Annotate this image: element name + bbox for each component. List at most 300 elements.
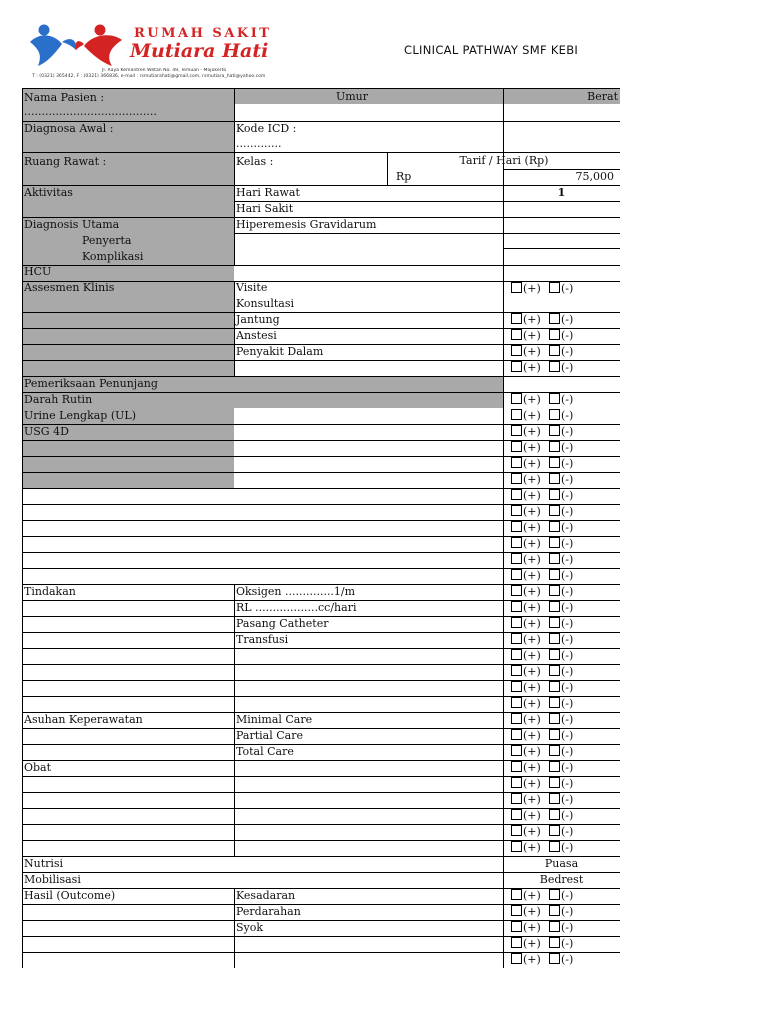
checkbox-positive-label: (+)	[523, 905, 541, 918]
checkbox-box-icon	[511, 601, 522, 612]
checkbox-positive[interactable]	[511, 632, 541, 647]
checkbox-box-icon	[549, 329, 560, 340]
aktivitas-label: Aktivitas	[24, 186, 73, 199]
checkbox-box-icon	[549, 825, 560, 836]
checkbox-positive[interactable]	[511, 792, 541, 807]
checkbox-pair	[511, 360, 583, 376]
checkbox-box-icon	[511, 473, 522, 484]
checkbox-box-icon	[549, 905, 560, 916]
checkbox-pair	[511, 648, 583, 664]
checkbox-negative[interactable]	[549, 600, 573, 615]
checkbox-negative[interactable]	[549, 360, 573, 375]
checkbox-box-icon	[511, 649, 522, 660]
perdarahan-label: Perdarahan	[236, 905, 301, 918]
checkbox-positive-label: (+)	[523, 793, 541, 806]
checkbox-negative-label: (-)	[561, 713, 574, 726]
checkbox-negative-label: (-)	[561, 329, 574, 342]
ruang-rawat-label: Ruang Rawat :	[24, 155, 107, 168]
checkbox-negative-label: (-)	[561, 633, 574, 646]
hasil-outcome-label: Hasil (Outcome)	[24, 889, 116, 902]
berat-label: Berat	[587, 90, 618, 103]
checkbox-box-icon	[511, 361, 522, 372]
penyakit-dalam-label: Penyakit Dalam	[236, 345, 324, 358]
checkbox-pair	[511, 776, 583, 792]
checkbox-positive[interactable]	[511, 920, 541, 935]
checkbox-negative[interactable]	[549, 648, 573, 663]
nutrisi-label: Nutrisi	[24, 857, 64, 870]
minimal-care-label: Minimal Care	[236, 713, 313, 726]
checkbox-positive-label: (+)	[523, 729, 541, 742]
oksigen-label: Oksigen ..............1/m	[236, 585, 356, 598]
checkbox-positive[interactable]	[511, 504, 541, 519]
checkbox-pair	[511, 696, 583, 712]
checkbox-box-icon	[549, 457, 560, 468]
checkbox-positive-label: (+)	[523, 617, 541, 630]
checkbox-pair	[511, 792, 583, 808]
checkbox-pair	[511, 456, 583, 472]
checkbox-positive-label: (+)	[523, 953, 541, 966]
checkbox-box-icon	[549, 282, 560, 293]
logo-line2: Mutiara Hati	[130, 40, 269, 62]
checkbox-box-icon	[549, 425, 560, 436]
checkbox-negative-label: (-)	[561, 425, 574, 438]
kode-icd-field: .............	[236, 137, 282, 150]
checkbox-box-icon	[549, 697, 560, 708]
assesmen-klinis-label: Assesmen Klinis	[24, 281, 115, 294]
checkbox-negative-label: (-)	[561, 457, 574, 470]
checkbox-box-icon	[549, 601, 560, 612]
checkbox-positive[interactable]	[511, 568, 541, 583]
checkbox-box-icon	[511, 793, 522, 804]
checkbox-box-icon	[511, 889, 522, 900]
checkbox-positive-label: (+)	[523, 425, 541, 438]
checkbox-negative-label: (-)	[561, 441, 574, 454]
syok-label: Syok	[236, 921, 264, 934]
kode-icd-label: Kode ICD :	[236, 122, 297, 135]
checkbox-box-icon	[511, 729, 522, 740]
checkbox-negative[interactable]	[549, 632, 573, 647]
checkbox-positive[interactable]	[511, 536, 541, 551]
checkbox-negative[interactable]	[549, 824, 573, 839]
checkbox-box-icon	[549, 409, 560, 420]
checkbox-negative-label: (-)	[561, 601, 574, 614]
checkbox-negative[interactable]	[549, 392, 573, 407]
checkbox-positive-label: (+)	[523, 921, 541, 934]
checkbox-pair	[511, 504, 583, 520]
checkbox-box-icon	[549, 569, 560, 580]
checkbox-negative[interactable]	[549, 472, 573, 487]
checkbox-negative[interactable]	[549, 440, 573, 455]
checkbox-negative-label: (-)	[561, 729, 574, 742]
checkbox-positive[interactable]	[511, 728, 541, 743]
checkbox-negative-label: (-)	[561, 489, 574, 502]
hline-right-1	[503, 201, 620, 202]
checkbox-pair	[511, 536, 583, 552]
checkbox-box-icon	[511, 329, 522, 340]
checkbox-box-icon	[549, 345, 560, 356]
hcu-label: HCU	[24, 265, 52, 278]
checkbox-negative[interactable]	[549, 840, 573, 855]
checkbox-positive[interactable]	[511, 664, 541, 679]
checkbox-positive[interactable]	[511, 360, 541, 375]
checkbox-negative-label: (-)	[561, 697, 574, 710]
checkbox-positive-label: (+)	[523, 745, 541, 758]
checkbox-box-icon	[549, 617, 560, 628]
checkbox-box-icon	[511, 489, 522, 500]
checkbox-box-icon	[511, 697, 522, 708]
checkbox-pair	[511, 808, 583, 824]
checkbox-pair	[511, 616, 583, 632]
checkbox-pair	[511, 744, 583, 760]
hline-full-0	[22, 88, 620, 89]
checkbox-positive-label: (+)	[523, 601, 541, 614]
checkbox-negative[interactable]	[549, 920, 573, 935]
checkbox-positive[interactable]	[511, 808, 541, 823]
checkbox-negative-label: (-)	[561, 361, 574, 374]
checkbox-box-icon	[549, 761, 560, 772]
checkbox-negative[interactable]	[549, 728, 573, 743]
page-header	[0, 0, 768, 86]
vline-col-a-top	[234, 88, 235, 265]
nama-pasien-label: Nama Pasien :	[24, 91, 105, 104]
checkbox-box-icon	[549, 521, 560, 532]
checkbox-positive[interactable]	[511, 392, 541, 407]
checkbox-positive[interactable]	[511, 440, 541, 455]
checkbox-negative[interactable]	[549, 456, 573, 471]
checkbox-pair	[511, 328, 583, 344]
checkbox-negative[interactable]	[549, 312, 573, 327]
checkbox-negative-label: (-)	[561, 585, 574, 598]
checkbox-box-icon	[511, 313, 522, 324]
hline-right-3	[503, 233, 620, 234]
checkbox-positive[interactable]	[511, 776, 541, 791]
checkbox-box-icon	[511, 905, 522, 916]
checkbox-positive-label: (+)	[523, 809, 541, 822]
pemeriksaan-penunjang-heading: Pemeriksaan Penunjang	[24, 377, 158, 390]
checkbox-negative[interactable]	[549, 344, 573, 359]
checkbox-pair	[511, 312, 583, 328]
checkbox-positive-label: (+)	[523, 409, 541, 422]
checkbox-positive[interactable]	[511, 520, 541, 535]
checkbox-box-icon	[549, 841, 560, 852]
document-title: CLINICAL PATHWAY SMF KEBI	[404, 43, 579, 57]
checkbox-box-icon	[549, 473, 560, 484]
checkbox-negative-label: (-)	[561, 569, 574, 582]
checkbox-positive[interactable]	[511, 936, 541, 951]
checkbox-pair	[511, 552, 583, 568]
checkbox-box-icon	[511, 745, 522, 756]
checkbox-negative[interactable]	[549, 712, 573, 727]
checkbox-box-icon	[549, 441, 560, 452]
checkbox-positive-label: (+)	[523, 825, 541, 838]
checkbox-negative-label: (-)	[561, 665, 574, 678]
checkbox-positive-label: (+)	[523, 633, 541, 646]
checkbox-negative[interactable]	[549, 488, 573, 503]
urine-lengkap-label: Urine Lengkap (UL)	[24, 409, 136, 422]
checkbox-positive[interactable]	[511, 424, 541, 439]
checkbox-positive-label: (+)	[523, 521, 541, 534]
checkbox-negative[interactable]	[549, 552, 573, 567]
logo-address-line2: T : (0321) 365442, F : (0321) 366836, e-mail : rsmutiarahati@gmail.com, rsmutiara_hati@yahoo.com	[32, 73, 266, 79]
hari-sakit-label: Hari Sakit	[236, 202, 294, 215]
checkbox-positive-label: (+)	[523, 649, 541, 662]
checkbox-pair	[511, 568, 583, 584]
checkbox-positive[interactable]	[511, 952, 541, 967]
checkbox-box-icon	[511, 617, 522, 628]
checkbox-positive-label: (+)	[523, 329, 541, 342]
checkbox-negative-label: (-)	[561, 553, 574, 566]
checkbox-pair	[511, 632, 583, 648]
checkbox-negative-label: (-)	[561, 745, 574, 758]
checkbox-pair	[511, 472, 583, 488]
checkbox-box-icon	[511, 681, 522, 692]
checkbox-negative-label: (-)	[561, 313, 574, 326]
checkbox-box-icon	[511, 393, 522, 404]
checkbox-negative-label: (-)	[561, 409, 574, 422]
checkbox-box-icon	[511, 953, 522, 964]
checkbox-positive-label: (+)	[523, 681, 541, 694]
checkbox-pair	[511, 760, 583, 776]
nama-pasien-field: ......................................	[24, 105, 157, 118]
checkbox-negative[interactable]	[549, 904, 573, 919]
checkbox-negative-label: (-)	[561, 473, 574, 486]
checkbox-box-icon	[511, 777, 522, 788]
checkbox-positive[interactable]	[511, 312, 541, 327]
rl-label: RL ..................cc/hari	[236, 601, 357, 614]
checkbox-box-icon	[549, 537, 560, 548]
checkbox-positive[interactable]	[511, 824, 541, 839]
checkbox-positive-label: (+)	[523, 889, 541, 902]
checkbox-box-icon	[549, 809, 560, 820]
checkbox-negative-label: (-)	[561, 905, 574, 918]
checkbox-box-icon	[511, 921, 522, 932]
checkbox-positive[interactable]	[511, 760, 541, 775]
nutrisi-value: Puasa	[544, 857, 579, 870]
checkbox-negative[interactable]	[549, 808, 573, 823]
checkbox-box-icon	[511, 841, 522, 852]
checkbox-box-icon	[549, 793, 560, 804]
vline-col-b	[503, 88, 504, 968]
checkbox-positive[interactable]	[511, 840, 541, 855]
hline-right-4	[503, 248, 620, 249]
tarif-value: 75,000	[575, 170, 614, 183]
checkbox-positive[interactable]	[511, 488, 541, 503]
checkbox-negative[interactable]	[549, 281, 573, 296]
checkbox-negative-label: (-)	[561, 282, 574, 295]
checkbox-pair	[511, 680, 583, 696]
kesadaran-label: Kesadaran	[236, 889, 296, 902]
checkbox-positive[interactable]	[511, 584, 541, 599]
checkbox-positive-label: (+)	[523, 489, 541, 502]
checkbox-negative-label: (-)	[561, 889, 574, 902]
hari-rawat-label: Hari Rawat	[236, 186, 300, 199]
logo-address	[32, 68, 290, 79]
checkbox-negative[interactable]	[549, 328, 573, 343]
checkbox-positive-label: (+)	[523, 697, 541, 710]
jantung-label: Jantung	[236, 313, 280, 326]
checkbox-box-icon	[511, 553, 522, 564]
checkbox-positive[interactable]	[511, 328, 541, 343]
checkbox-positive[interactable]	[511, 344, 541, 359]
checkbox-positive-label: (+)	[523, 505, 541, 518]
checkbox-positive[interactable]	[511, 472, 541, 487]
mobilisasi-value: Bedrest	[539, 873, 584, 886]
kelas-label: Kelas :	[236, 155, 274, 168]
checkbox-negative[interactable]	[549, 408, 573, 423]
checkbox-negative[interactable]	[549, 520, 573, 535]
checkbox-box-icon	[511, 713, 522, 724]
checkbox-box-icon	[549, 393, 560, 404]
checkbox-positive-label: (+)	[523, 537, 541, 550]
checkbox-pair	[511, 424, 583, 440]
checkbox-positive-label: (+)	[523, 282, 541, 295]
checkbox-negative[interactable]	[549, 584, 573, 599]
checkbox-box-icon	[549, 553, 560, 564]
checkbox-negative[interactable]	[549, 888, 573, 903]
hline-right-2	[503, 217, 620, 218]
checkbox-positive[interactable]	[511, 712, 541, 727]
penyerta-label: Penyerta	[82, 234, 132, 247]
checkbox-box-icon	[511, 457, 522, 468]
logo-line1: RUMAH SAKIT	[134, 26, 272, 41]
checkbox-box-icon	[549, 713, 560, 724]
checkbox-negative[interactable]	[549, 680, 573, 695]
checkbox-negative[interactable]	[549, 696, 573, 711]
checkbox-positive[interactable]	[511, 696, 541, 711]
usg-4d-label: USG 4D	[24, 425, 69, 438]
checkbox-negative-label: (-)	[561, 809, 574, 822]
checkbox-negative-label: (-)	[561, 793, 574, 806]
checkbox-positive-label: (+)	[523, 569, 541, 582]
checkbox-box-icon	[549, 953, 560, 964]
checkbox-box-icon	[511, 809, 522, 820]
partial-care-label: Partial Care	[236, 729, 303, 742]
checkbox-negative[interactable]	[549, 744, 573, 759]
checkbox-pair	[511, 488, 583, 504]
checkbox-box-icon	[549, 889, 560, 900]
checkbox-negative[interactable]	[549, 952, 573, 967]
checkbox-negative[interactable]	[549, 424, 573, 439]
checkbox-box-icon	[549, 937, 560, 948]
checkbox-positive-label: (+)	[523, 553, 541, 566]
checkbox-negative[interactable]	[549, 504, 573, 519]
konsultasi-label: Konsultasi	[236, 297, 295, 310]
checkbox-pair	[511, 664, 583, 680]
checkbox-positive-label: (+)	[523, 777, 541, 790]
checkbox-box-icon	[549, 777, 560, 788]
transfusi-label: Transfusi	[236, 633, 289, 646]
checkbox-positive[interactable]	[511, 600, 541, 615]
checkbox-negative[interactable]	[549, 664, 573, 679]
checkbox-negative-label: (-)	[561, 761, 574, 774]
checkbox-box-icon	[549, 505, 560, 516]
checkbox-positive[interactable]	[511, 744, 541, 759]
checkbox-positive-label: (+)	[523, 937, 541, 950]
checkbox-negative[interactable]	[549, 760, 573, 775]
section-pemeriksaan-band	[22, 88, 620, 104]
checkbox-positive-label: (+)	[523, 713, 541, 726]
checkbox-negative[interactable]	[549, 616, 573, 631]
hline-full-5	[22, 265, 620, 266]
checkbox-pair	[511, 440, 583, 456]
checkbox-box-icon	[511, 282, 522, 293]
checkbox-pair	[511, 952, 583, 968]
checkbox-positive[interactable]	[511, 552, 541, 567]
checkbox-negative-label: (-)	[561, 393, 574, 406]
checkbox-box-icon	[511, 505, 522, 516]
tindakan-label: Tindakan	[24, 585, 76, 598]
checkbox-pair	[511, 936, 583, 952]
checkbox-box-icon	[549, 489, 560, 500]
checkbox-positive-label: (+)	[523, 841, 541, 854]
checkbox-positive-label: (+)	[523, 473, 541, 486]
checkbox-box-icon	[549, 921, 560, 932]
checkbox-positive-label: (+)	[523, 441, 541, 454]
checkbox-positive-label: (+)	[523, 761, 541, 774]
checkbox-negative-label: (-)	[561, 345, 574, 358]
checkbox-box-icon	[549, 361, 560, 372]
checkbox-negative-label: (-)	[561, 681, 574, 694]
diagnosis-utama-label: Diagnosis Utama	[24, 218, 120, 231]
darah-rutin-label: Darah Rutin	[24, 393, 93, 406]
clinical-pathway-form	[22, 88, 620, 968]
checkbox-positive[interactable]	[511, 616, 541, 631]
checkbox-box-icon	[549, 729, 560, 740]
checkbox-negative-label: (-)	[561, 505, 574, 518]
checkbox-negative[interactable]	[549, 536, 573, 551]
komplikasi-label: Komplikasi	[82, 250, 144, 263]
checkbox-negative[interactable]	[549, 776, 573, 791]
checkbox-box-icon	[511, 761, 522, 772]
checkbox-pair	[511, 840, 583, 856]
checkbox-box-icon	[549, 681, 560, 692]
hospital-logo	[28, 22, 290, 84]
checkbox-box-icon	[549, 313, 560, 324]
checkbox-negative[interactable]	[549, 792, 573, 807]
checkbox-positive[interactable]	[511, 408, 541, 423]
checkbox-positive[interactable]	[511, 904, 541, 919]
checkbox-positive[interactable]	[511, 456, 541, 471]
checkbox-box-icon	[511, 585, 522, 596]
checkbox-negative-label: (-)	[561, 825, 574, 838]
checkbox-positive[interactable]	[511, 648, 541, 663]
checkbox-positive-label: (+)	[523, 345, 541, 358]
checkbox-pair	[511, 904, 583, 920]
checkbox-positive-label: (+)	[523, 393, 541, 406]
checkbox-pair	[511, 920, 583, 936]
checkbox-box-icon	[511, 825, 522, 836]
checkbox-positive-label: (+)	[523, 313, 541, 326]
checkbox-box-icon	[549, 649, 560, 660]
diagnosa-awal-label: Diagnosa Awal :	[24, 122, 114, 135]
checkbox-negative[interactable]	[549, 568, 573, 583]
checkbox-box-icon	[511, 937, 522, 948]
tarif-hari-label: Tarif / Hari (Rp)	[459, 154, 549, 167]
checkbox-pair	[511, 520, 583, 536]
checkbox-negative-label: (-)	[561, 521, 574, 534]
checkbox-pair	[511, 408, 583, 424]
checkbox-positive-label: (+)	[523, 665, 541, 678]
checkbox-box-icon	[511, 537, 522, 548]
checkbox-box-icon	[511, 345, 522, 356]
checkbox-positive[interactable]	[511, 888, 541, 903]
checkbox-box-icon	[549, 633, 560, 644]
checkbox-positive[interactable]	[511, 281, 541, 296]
logo-address-line1: Jl. Raya Kemantren Wetan No. 49, Temuan - Mojokerto	[102, 68, 227, 73]
checkbox-positive[interactable]	[511, 680, 541, 695]
rp-label: Rp	[396, 170, 412, 183]
checkbox-negative[interactable]	[549, 936, 573, 951]
